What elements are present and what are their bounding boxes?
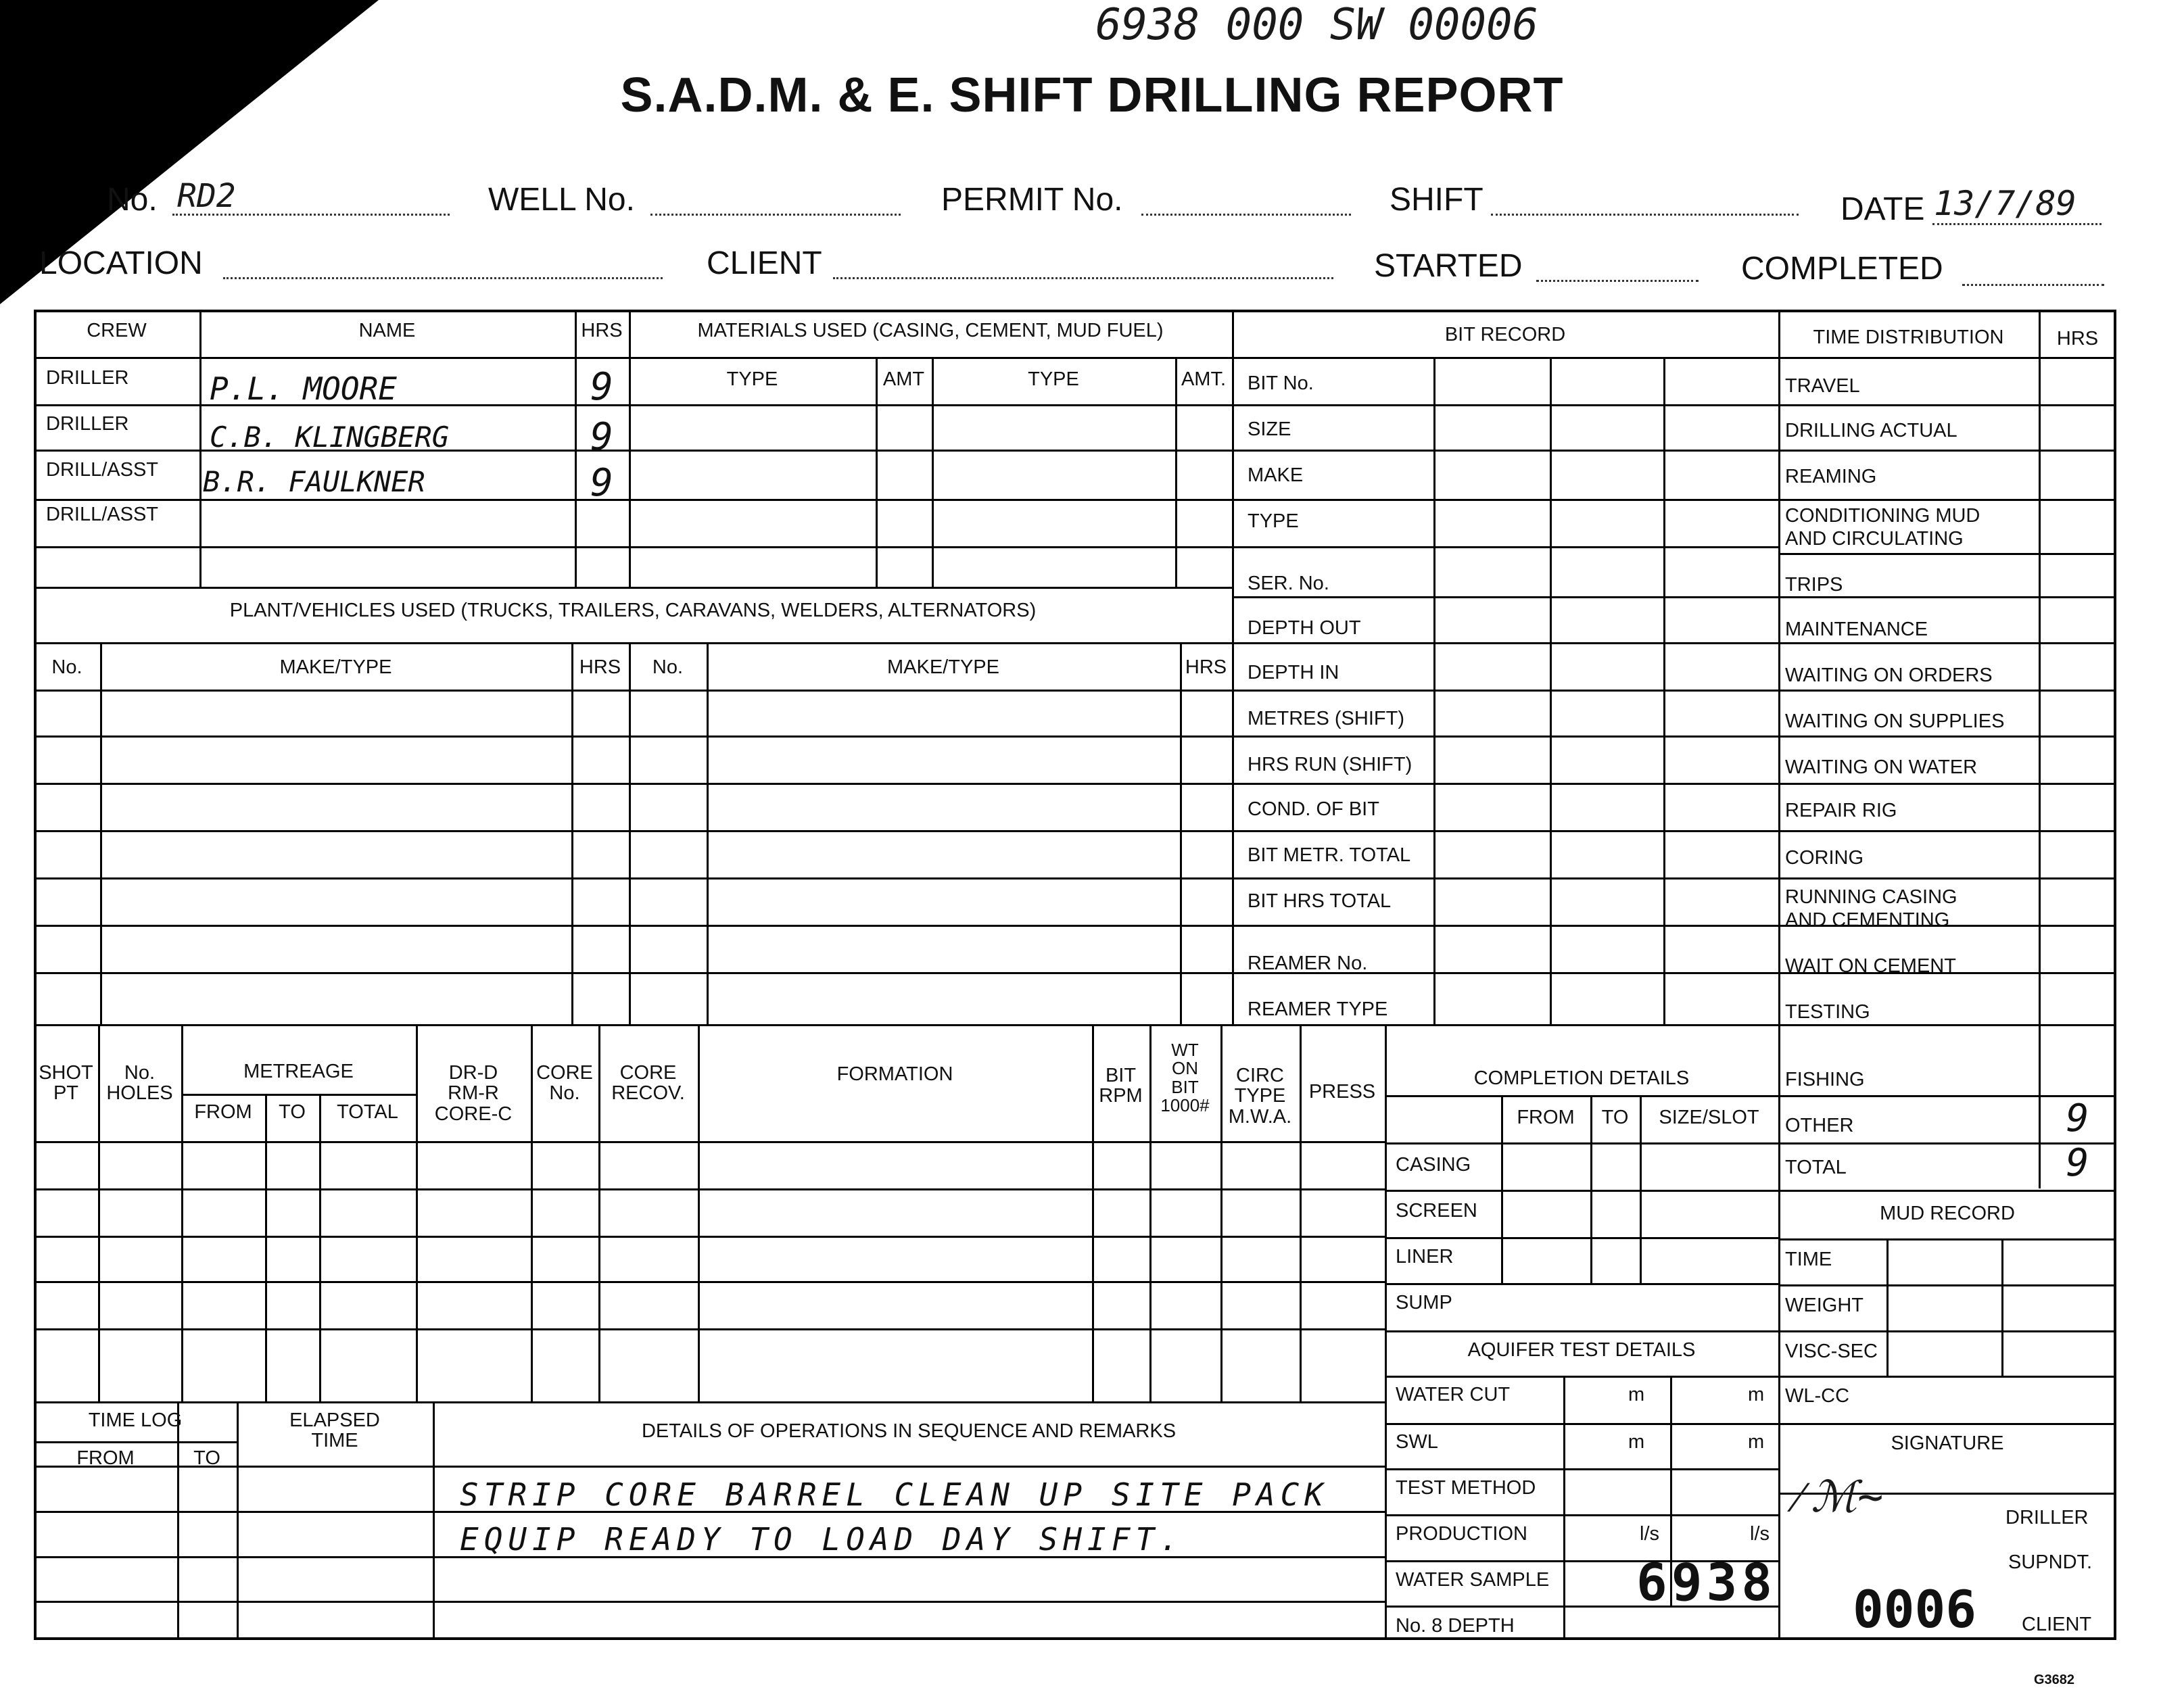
total-hrs-value: 9	[2066, 1141, 2089, 1185]
plant-hrs-2: HRS	[1185, 656, 1227, 678]
materials-type-2: TYPE	[1028, 368, 1079, 390]
crew-name: P.L. MOORE	[210, 370, 397, 407]
other-hrs-value: 9	[2066, 1096, 2089, 1140]
bit-rpm-header: BIT RPM	[1099, 1065, 1143, 1107]
mud-record-title: MUD RECORD	[1880, 1203, 2015, 1224]
time-row-label: CORING	[1785, 847, 1863, 869]
rig-label: No.	[107, 182, 158, 218]
mud-row-label: VISC-SEC	[1785, 1341, 1878, 1362]
crew-name: B.R. FAULKNER	[203, 465, 425, 498]
bit-row-label: METRES (SHIFT)	[1248, 708, 1404, 729]
bit-row-label: REAMER TYPE	[1248, 998, 1388, 1020]
signature-driller: DRILLER	[2005, 1507, 2089, 1528]
bit-row-label: REAMER No.	[1248, 952, 1368, 974]
time-log-to: TO	[193, 1447, 220, 1469]
metreage-to: TO	[279, 1101, 306, 1123]
time-dist-hrs: HRS	[2056, 328, 2099, 349]
completion-from: FROM	[1517, 1107, 1575, 1128]
drd-header: DR-D RM-R CORE-C	[434, 1062, 513, 1125]
bit-row-label: BIT No.	[1248, 372, 1314, 394]
aquifer-title: AQUIFER TEST DETAILS	[1467, 1339, 1696, 1361]
bit-row-label: MAKE	[1248, 464, 1304, 486]
time-log-from: FROM	[76, 1447, 135, 1469]
elapsed-header: ELAPSED TIME	[289, 1409, 380, 1452]
bit-row-label: BIT METR. TOTAL	[1248, 844, 1411, 866]
shot-pt-header: SHOT PT	[39, 1062, 93, 1105]
crew-hrs: 9	[590, 365, 613, 409]
aquifer-unit: l/s	[1640, 1523, 1659, 1545]
completion-to: TO	[1601, 1107, 1629, 1128]
aquifer-unit: m	[1628, 1431, 1645, 1453]
circ-header: CIRC TYPE M.W.A.	[1228, 1065, 1292, 1128]
time-row-label: WAIT ON CEMENT	[1785, 955, 1956, 977]
operations-line-2: EQUIP READY TO LOAD DAY SHIFT.	[460, 1521, 1184, 1558]
time-row-label-2: AND CIRCULATING	[1785, 528, 1964, 550]
time-row-label: REAMING	[1785, 466, 1877, 487]
formation-header: FORMATION	[836, 1063, 953, 1085]
signature-client: CLIENT	[2022, 1614, 2092, 1635]
mud-row-label: WL-CC	[1785, 1385, 1850, 1407]
aquifer-unit: l/s	[1750, 1523, 1770, 1545]
bit-row-label: TYPE	[1248, 510, 1299, 532]
signature-supndt: SUPNDT.	[2008, 1551, 2093, 1573]
crew-header: CREW	[87, 320, 147, 341]
permit-label: PERMIT No.	[941, 182, 1123, 218]
core-no-header: CORE No.	[536, 1062, 593, 1105]
bit-record-title: BIT RECORD	[1444, 324, 1566, 345]
no-holes-header: No. HOLES	[106, 1062, 173, 1105]
crew-role: DRILL/ASST	[46, 459, 158, 481]
shift-label: SHIFT	[1390, 182, 1483, 218]
completion-row-label: SCREEN	[1396, 1200, 1477, 1222]
time-row-label: MAINTENANCE	[1785, 619, 1928, 640]
aquifer-row-label: SWL	[1396, 1431, 1438, 1453]
time-log-title: TIME LOG	[88, 1409, 183, 1431]
plant-hrs-1: HRS	[579, 656, 621, 678]
plant-no-2: No.	[652, 656, 684, 678]
bit-row-label: BIT HRS TOTAL	[1248, 890, 1392, 912]
bit-row-label: SIZE	[1248, 418, 1291, 440]
crew-hrs: 9	[590, 461, 613, 505]
signature-title: SIGNATURE	[1891, 1432, 2004, 1454]
form-title: S.A.D.M. & E. SHIFT DRILLING REPORT	[620, 68, 1564, 122]
crew-role: DRILLER	[46, 367, 129, 389]
time-row-label: WAITING ON WATER	[1785, 756, 1978, 778]
crew-name: C.B. KLINGBERG	[210, 420, 450, 454]
time-row-label: WAITING ON ORDERS	[1785, 665, 1993, 686]
time-row-label: TOTAL	[1785, 1157, 1847, 1178]
client-label: CLIENT	[707, 245, 822, 281]
materials-amt-1: AMT	[882, 368, 925, 390]
started-label: STARTED	[1374, 248, 1523, 284]
aquifer-stamp: 6938	[1636, 1552, 1777, 1612]
materials-amt-2: AMT.	[1181, 368, 1227, 390]
date-label: DATE	[1841, 191, 1925, 227]
time-row-label: FISHING	[1785, 1069, 1865, 1090]
plant-make-2: MAKE/TYPE	[887, 656, 999, 678]
operations-line-1: STRIP CORE BARREL CLEAN UP SITE PACK	[460, 1476, 1329, 1513]
crew-role: DRILL/ASST	[46, 504, 158, 525]
time-row-label: WAITING ON SUPPLIES	[1785, 710, 2005, 732]
plant-make-1: MAKE/TYPE	[279, 656, 392, 678]
name-header: NAME	[358, 320, 416, 341]
time-row-label: CONDITIONING MUD	[1785, 505, 1980, 527]
materials-title: MATERIALS USED (CASING, CEMENT, MUD FUEL)	[697, 320, 1164, 341]
crew-hrs: 9	[590, 415, 613, 459]
time-row-label: DRILLING ACTUAL	[1785, 420, 1957, 441]
well-label: WELL No.	[488, 182, 635, 218]
reference-number: 6938 000 SW 00006	[1095, 0, 1539, 50]
time-dist-title: TIME DISTRIBUTION	[1813, 327, 2004, 348]
time-row-label-2: AND CEMENTING	[1785, 909, 1950, 931]
signature-stamp: 0006	[1853, 1579, 1977, 1639]
aquifer-row-label: TEST METHOD	[1396, 1477, 1536, 1499]
completion-row-label: LINER	[1396, 1246, 1454, 1268]
crew-role: DRILLER	[46, 413, 129, 435]
time-row-label: RUNNING CASING	[1785, 886, 1957, 908]
time-row-label: REPAIR RIG	[1785, 800, 1897, 821]
metreage-from: FROM	[194, 1101, 252, 1123]
driller-signature-icon: ⁄ℳ∼	[1785, 1472, 1884, 1522]
date-value: 13/7/89	[1934, 184, 2076, 223]
bit-row-label: COND. OF BIT	[1248, 798, 1379, 820]
completion-title: COMPLETION DETAILS	[1473, 1067, 1690, 1089]
core-recov-header: CORE RECOV.	[611, 1062, 685, 1105]
aquifer-unit: m	[1628, 1384, 1645, 1405]
completion-row-label: SUMP	[1396, 1292, 1452, 1313]
time-row-label: TRIPS	[1785, 574, 1843, 596]
aquifer-row-label: No. 8 DEPTH	[1396, 1615, 1515, 1637]
completion-size: SIZE/SLOT	[1659, 1107, 1759, 1128]
mud-row-label: WEIGHT	[1785, 1295, 1863, 1316]
rig-value: RD2	[177, 177, 236, 215]
aquifer-unit: m	[1748, 1431, 1765, 1453]
bit-row-label: HRS RUN (SHIFT)	[1248, 754, 1413, 775]
location-label: LOCATION	[39, 245, 203, 281]
bit-row-label: SER. No.	[1248, 573, 1329, 594]
completed-label: COMPLETED	[1741, 251, 1943, 287]
press-header: PRESS	[1308, 1081, 1376, 1103]
time-row-label: OTHER	[1785, 1115, 1854, 1136]
operations-title: DETAILS OF OPERATIONS IN SEQUENCE AND REMARKS	[641, 1420, 1177, 1442]
metreage-header: METREAGE	[243, 1061, 354, 1082]
materials-type-1: TYPE	[726, 368, 778, 390]
aquifer-unit: m	[1748, 1384, 1765, 1405]
time-row-label: TRAVEL	[1785, 375, 1860, 397]
crew-hrs-header: HRS	[581, 320, 623, 341]
aquifer-row-label: PRODUCTION	[1396, 1523, 1527, 1545]
bit-row-label: DEPTH IN	[1248, 662, 1339, 683]
aquifer-row-label: WATER CUT	[1396, 1384, 1511, 1405]
plant-title: PLANT/VEHICLES USED (TRUCKS, TRAILERS, CARAVANS, WELDERS, ALTERNATORS)	[229, 600, 1037, 621]
metreage-total: TOTAL	[337, 1101, 398, 1123]
completion-row-label: CASING	[1396, 1154, 1471, 1176]
aquifer-row-label: WATER SAMPLE	[1396, 1569, 1550, 1591]
time-row-label: TESTING	[1785, 1001, 1870, 1023]
mud-row-label: TIME	[1785, 1249, 1832, 1270]
form-code: G3682	[2034, 1672, 2075, 1687]
bit-row-label: DEPTH OUT	[1248, 617, 1361, 639]
plant-no-1: No.	[51, 656, 82, 678]
wt-on-bit-header: WT ON BIT 1000#	[1160, 1040, 1210, 1115]
